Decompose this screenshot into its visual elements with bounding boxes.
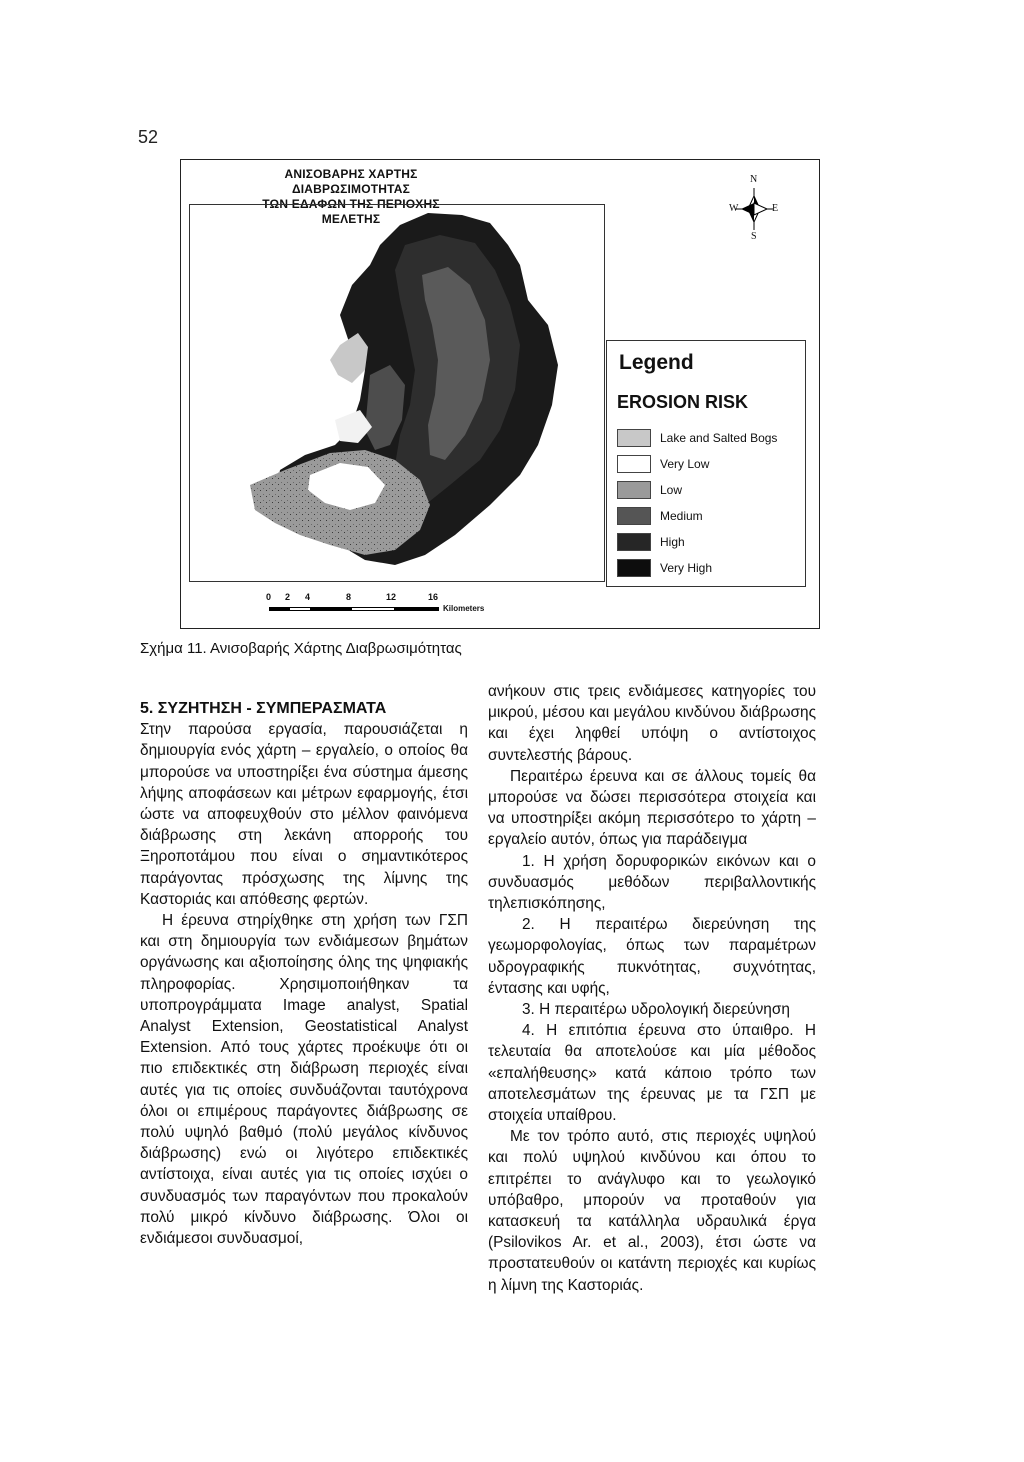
list-item: 4. Η επιτόπια έρευνα στο ύπαιθρο. Η τελευταία θα αποτελούσε και μία μέθοδος «επαλήθευσης» κατά κάποιο τρόπο των αποτελεσμάτων της έρευνας με τα ΓΣΠ με στοιχεία υπαίθρου. (488, 1022, 816, 1125)
scale-tick: 4 (305, 592, 311, 602)
list-item: 1. Η χρήση δορυφορικών εικόνων και ο συνδυασμός μεθόδων περιβαλλοντικής τηλεπισκόπησης, (488, 852, 816, 913)
scale-unit: Kilometers (443, 604, 485, 613)
legend-subheading: EROSION RISK (617, 392, 749, 412)
map-region-lake (330, 333, 368, 383)
list-item: 3. Η περαιτέρω υδρολογική διερεύνηση (522, 1001, 790, 1019)
map-title-line1: ΑΝΙΣΟΒΑΡΗΣ ΧΑΡΤΗΣ ΔΙΑΒΡΩΣΙΜΟΤΗΤΑΣ (284, 167, 418, 196)
legend-label: Low (660, 483, 683, 497)
map-title-line2: ΤΩΝ ΕΔΑΦΩΝ ΤΗΣ ΠΕΡΙΟΧΗΣ ΜΕΛΕΤΗΣ (262, 197, 440, 226)
paragraph: Με τον τρόπο αυτό, στις περιοχές υψηλού και πολύ υψηλού κινδύνου και όπου το επιτρέπει το ανάγλυφο και το γεωλογικό υπόβαθρο, μπορούν να προταθούν για κατασκευή τα κατάλληλα υδραυλικά έργα (Psilovikos Ar. et al., 2003), έτσι ώστε να προστατευθούν οι κατάντη περιοχές και κυρίως η λίμνη της Καστοριάς. (488, 1128, 816, 1294)
legend-label: Medium (660, 509, 703, 523)
paragraph: Η έρευνα στηρίχθηκε στη χρήση των ΓΣΠ και στη δημιουργία των ενδιάμεσων βημάτων οργάνωσης και αξιοποίησης όλης της ψηφιακής πληροφορίας. Χρησιμοποιήθηκαν τα υποπρογράμματα Image analyst, Spatial Analyst Extension, Geostatistical Analyst Extension. Από τους χάρτες προέκυψε ότι οι πιο επιδεκτικές στη διάβρωση περιοχές είναι αυτές για τις οποίες συνδυάζονται ταυτόχρονα όλοι οι επιμέρους παράγοντες διάβρωσης σε πολύ υψηλό βαθμό (πολύ μεγάλος κίνδυνος διάβρωσης) ενώ οι λιγότερο επιδεκτικές αντίστοιχα, είναι αυτές για τις οποίες ισχύει ο συνδυασμός των παραγόντων που προκαλούν πολύ μικρό κίνδυνο διάβρωσης. Όλοι οι ενδιάμεσοι συνδυασμοί, (140, 912, 468, 1248)
list-item: 2. Η περαιτέρω διερεύνηση της γεωμορφολογίας, όπως των παραμέτρων υδρογραφικής πυκνότητας, συχνότητας, έντασης και υφής, (488, 916, 816, 997)
right-column (488, 681, 816, 1296)
page-number: 52 (138, 127, 159, 147)
scale-tick: 2 (285, 592, 291, 602)
legend-label: Very Low (660, 457, 710, 471)
scale-tick: 0 (266, 592, 272, 602)
legend-swatch (617, 429, 651, 447)
paragraph: ανήκουν στις τρεις ενδιάμεσες κατηγορίες του μικρού, μέσου και μεγάλου κινδύνου διάβρωσης και έχει ληφθεί υπόψη ο αντίστοιχος συντελεστής βάρους. (488, 683, 816, 764)
legend-items (617, 425, 777, 581)
legend-item (617, 529, 777, 555)
paragraph: Περαιτέρω έρευνα και σε άλλους τομείς θα μπορούσε να δώσει περισσότερα στοιχεία και να υποστηρίξει ακόμη περισσότερο το χάρτη – εργαλείο αυτόν, όπως για παράδειγμα (488, 767, 816, 849)
compass-s-label: S (751, 231, 757, 242)
legend-swatch (617, 455, 651, 473)
scale-tick: 12 (386, 592, 397, 602)
scale-bar (266, 592, 516, 622)
legend-item (617, 425, 777, 451)
map-frame (189, 204, 605, 582)
compass-w-label: W (729, 203, 739, 214)
section-heading: 5. ΣΥΖΗΤΗΣΗ - ΣΥΜΠΕΡΑΣΜΑΤΑ (140, 700, 387, 717)
legend-item (617, 555, 777, 581)
map-legend (606, 340, 806, 587)
erosion-risk-map (190, 205, 604, 581)
legend-item (617, 503, 777, 529)
scale-bar-segments (269, 607, 439, 611)
legend-swatch (617, 507, 651, 525)
legend-label: Lake and Salted Bogs (660, 431, 778, 445)
legend-label: High (660, 535, 685, 549)
legend-swatch (617, 481, 651, 499)
paragraph: Στην παρούσα εργασία, παρουσιάζεται η δημιουργία ενός χάρτη – εργαλείο, ο οποίος θα μπορούσε να υποστηρίξει ένα σύστημα άμεσης λήψης αποφάσεων και μέτρων εφαρμογής, έτσι ώστε να αποφευχθούν στο μέλλον φαινόμενα διάβρωσης στη λεκάνη απορροής του Ξηροποτάμου που είναι ο σημαντικότερος παράγοντας πρόσχωσης της λίμνης της Καστοριάς και απόθεσης φερτών. (140, 721, 468, 908)
north-arrow (729, 174, 779, 244)
legend-swatch (617, 559, 651, 577)
compass-e-label: E (772, 203, 779, 214)
legend-label: Very High (660, 561, 713, 575)
legend-heading: Legend (619, 351, 694, 374)
scale-tick: 16 (428, 592, 439, 602)
legend-item (617, 451, 777, 477)
figure-caption: Σχήμα 11. Ανισοβαρής Χάρτης Διαβρωσιμότητας (140, 640, 462, 657)
legend-swatch (617, 533, 651, 551)
left-column (140, 698, 468, 1249)
compass-n-label: N (750, 174, 758, 185)
erosion-map-figure (180, 159, 820, 629)
scale-tick: 8 (346, 592, 352, 602)
legend-item (617, 477, 777, 503)
